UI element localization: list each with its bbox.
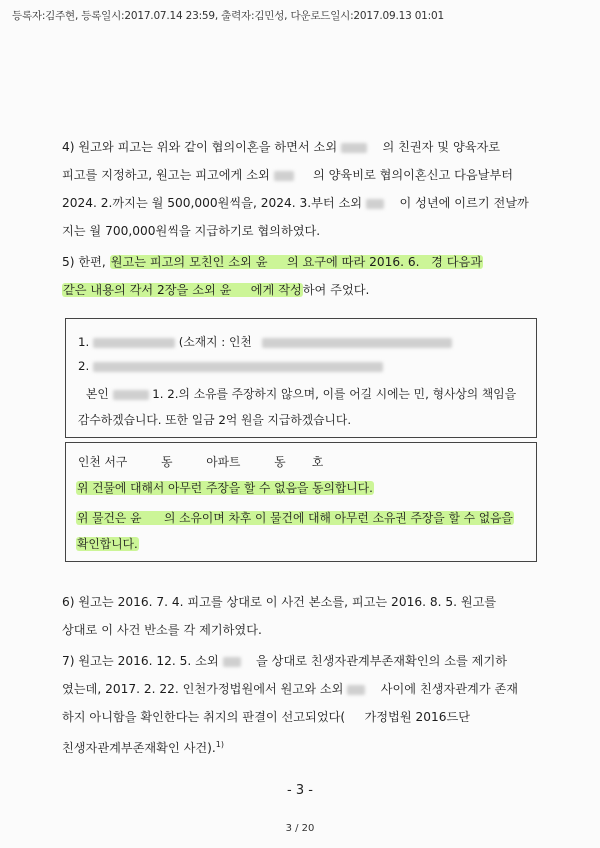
redacted-address	[93, 338, 175, 348]
redacted-name	[223, 657, 241, 667]
memo-box-1-row-2: 2.	[78, 359, 383, 373]
memo-box-2-row-4	[76, 535, 139, 552]
highlight: 위 건물에 대해서 아무런 주장을 할 수 없음을 동의합니다.	[77, 481, 373, 495]
paragraph-5	[62, 248, 540, 304]
paragraph-7-line-3: 하지 아니함을 확인한다는 취지의 판결이 선고되었다( 가정법원 2016드단	[62, 710, 471, 724]
paragraph-6-line-1: 6) 원고는 2016. 7. 4. 피고를 상대로 이 사건 본소를, 피고는 2016. 8. 5. 원고를	[62, 595, 497, 609]
redacted-name	[274, 171, 294, 181]
memo-box-1-row-3: 본인 1. 2.의 소유를 주장하지 않으며, 이를 어길 시에는 민, 형사상의 책임을	[86, 387, 517, 401]
redacted-address	[93, 362, 383, 372]
highlight: 같은 내용의 각서 2장을 소외 윤 에게 작성	[63, 283, 302, 297]
page-counter: 3 / 20	[285, 823, 315, 834]
memo-box-2	[65, 442, 537, 562]
highlight: 원고는 피고의 모친인 소외 윤 의 요구에 따라 2016. 6. 경 다음과	[110, 255, 483, 269]
paragraph-7-line-2: 였는데, 2017. 2. 22. 인천가정법원에서 원고와 소외 사이에 친생자관계가 존재	[62, 682, 519, 696]
highlight: 위 물건은 윤 의 소유이며 차후 이 물건에 대해 아무런 소유권 주장을 할 수 없음을	[77, 511, 513, 525]
memo-box-2-row-3	[76, 509, 514, 526]
memo-box-2-row-1: 인천 서구 동 아파트 동 호	[78, 455, 324, 469]
paragraph-4-line-4: 지는 월 700,000원씩을 지급하기로 협의하였다.	[62, 224, 321, 238]
memo-box-2-row-2	[76, 479, 374, 496]
paragraph-4-line-2: 피고를 지정하고, 원고는 피고에게 소외 의 양육비로 협의이혼신고 다음날부터	[62, 168, 513, 182]
paragraph-5-line-1: 5) 한편, 원고는 피고의 모친인 소외 윤 의 요구에 따라 2016. 6. 경 다음과	[62, 255, 483, 269]
paragraph-7-line-4: 친생자관계부존재확인 사건).$^{1)}$	[62, 740, 224, 756]
memo-box-1	[65, 318, 537, 438]
paragraph-7-line-1: 7) 원고는 2016. 12. 5. 소외 을 상대로 친생자관계부존재확인의 소를 제기하	[62, 654, 507, 668]
highlight: 확인합니다.	[77, 537, 138, 551]
redacted-name	[347, 685, 365, 695]
paragraph-7	[62, 647, 540, 762]
memo-box-1-row-1: 1. (소재지 : 인천	[78, 333, 452, 350]
redacted-name	[341, 143, 367, 153]
document-meta-header: 등록자:김주현, 등록일시:2017.07.14 23:59, 출력자:김민성, 다운로드일시:2017.09.13 01:01	[12, 10, 444, 22]
paragraph-4	[62, 133, 540, 245]
redacted-name	[113, 390, 149, 400]
redacted-name	[366, 199, 384, 209]
paragraph-6	[62, 588, 540, 644]
page-number-marker: - 3 -	[287, 783, 313, 798]
paragraph-6-line-2: 상대로 이 사건 반소를 각 제기하였다.	[62, 623, 262, 637]
paragraph-5-line-2: 같은 내용의 각서 2장을 소외 윤 에게 작성하여 주었다.	[63, 283, 370, 297]
memo-box-1-row-4: 감수하겠습니다. 또한 일금 2억 원을 지급하겠습니다.	[78, 413, 352, 427]
footnote-reference: 1)	[215, 740, 224, 749]
redacted-address	[262, 338, 452, 348]
paragraph-4-line-1: 4) 원고와 피고는 위와 같이 협의이혼을 하면서 소외 의 친권자 및 양육자로	[62, 140, 501, 154]
paragraph-4-line-3: 2024. 2.까지는 월 500,000원씩을, 2024. 3.부터 소외 이 성년에 이르기 전날까	[62, 196, 529, 210]
